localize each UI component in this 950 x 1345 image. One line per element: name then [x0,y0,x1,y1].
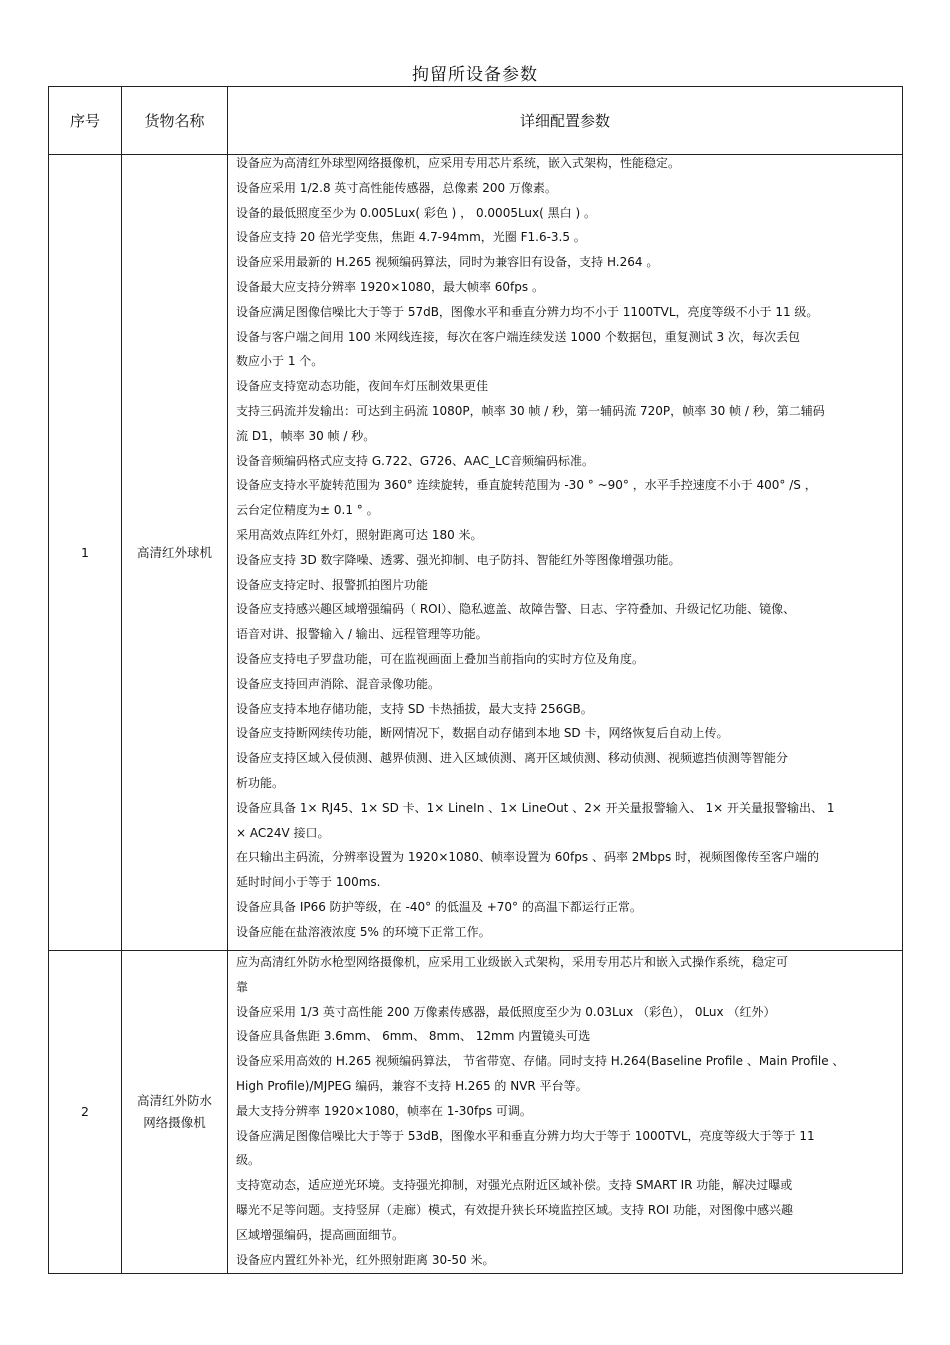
param-line: 析功能。 [236,775,285,790]
table-header-row [49,87,903,155]
param-line: 应为高清红外防水枪型网络摄像机，应采用工业级嵌入式架构，采用专用芯片和嵌入式操作系统，稳定可 [236,955,789,969]
param-line: 设备的最低照度至少为 0.005Lux( 彩色 ) ， 0.0005Lux( 黑白 ) 。 [236,205,596,220]
param-cell [228,951,903,1274]
param-line: 设备应支持定时、报警抓拍图片功能 [236,577,429,592]
document-title: 拘留所设备参数 [412,65,538,85]
param-line: 设备应支持 3D 数字降噪、透雾、强光抑制、电子防抖、智能红外等图像增强功能。 [236,552,681,567]
param-line: 设备应支持断网续传功能，断网情况下，数据自动存储到本地 SD 卡，网络恢复后自动上传。 [236,726,729,741]
param-line: 设备与客户端之间用 100 米网线连接，每次在客户端连续发送 1000 个数据包，重复测试 3 次，每次丢包 [236,329,800,344]
param-line: 靠 [236,979,249,994]
param-line: 设备应采用最新的 H.265 视频编码算法，同时为兼容旧有设备，支持 H.264 。 [236,255,659,270]
param-line: 设备应支持本地存储功能，支持 SD 卡热插拔，最大支持 256GB。 [236,701,593,716]
param-cell [228,155,903,951]
header-name: 货物名称 [122,87,228,155]
param-line: 设备应采用 1/3 英寸高性能 200 万像素传感器，最低照度至少为 0.03Lux （彩色）， 0Lux （红外） [236,1004,776,1019]
param-line: 延时时间小于等于 100ms. [236,875,381,890]
param-line: 设备应满足图像信噪比大于等于 53dB，图像水平和垂直分辨力均大于等于 1000TVL，亮度等级大于等于 11 [236,1128,815,1143]
row-number: 1 [49,155,122,951]
param-line: 数应小于 1 个。 [236,354,324,369]
param-line: High Profile)/MJPEG 编码，兼容不支持 H.265 的 NVR 平台等。 [236,1078,588,1093]
param-line: 采用高效点阵红外灯，照射距离可达 180 米。 [236,527,483,542]
param-line: 设备应支持宽动态功能，夜间车灯压制效果更佳 [236,379,489,394]
param-line: 设备应支持水平旋转范围为 360° 连续旋转，垂直旋转范围为 -30 ° ~90° ，水平手控速度不小于 400° /S ， [236,478,817,493]
param-line: 设备应满足图像信噪比大于等于 57dB，图像水平和垂直分辨力均不小于 1100TVL，亮度等级不小于 11 级。 [236,304,819,319]
param-line: 设备应支持区域入侵侦测、越界侦测、进入区域侦测、离开区域侦测、移动侦测、视频遮挡侦测等智能分 [236,751,789,766]
spec-table [48,86,903,1274]
param-line: 设备应支持感兴趣区域增强编码（ ROI）、隐私遮盖、故障告警、日志、字符叠加、升级记忆功能、镜像、 [236,602,796,617]
param-line: 在只输出主码流，分辨率设置为 1920×1080、帧率设置为 60fps 、码率 2Mbps 时，视频图像传至客户端的 [236,850,820,865]
param-line: × AC24V 接口。 [236,825,330,840]
param-line: 设备应能在盐溶液浓度 5% 的环境下正常工作。 [236,924,491,939]
item-name: 高清红外球机 [122,155,228,951]
table-row [49,951,903,1274]
header-seq: 序号 [49,87,122,155]
param-list [236,151,898,945]
param-line: 最大支持分辨率 1920×1080，帧率在 1-30fps 可调。 [236,1103,532,1118]
param-line: 设备应支持回声消除、混音录像功能。 [236,676,441,691]
param-line: 云台定位精度为± 0.1 ° 。 [236,503,379,518]
param-line: 区域增强编码，提高画面细节。 [236,1227,405,1242]
param-line: 设备应支持电子罗盘功能，可在监视画面上叠加当前指向的实时方位及角度。 [236,651,645,666]
item-name-line: 网络摄像机 [143,1115,206,1130]
item-name-line: 高清红外防水 [136,1093,212,1108]
param-line: 流 D1，帧率 30 帧 / 秒。 [236,428,376,443]
param-line: 设备应采用高效的 H.265 视频编码算法， 节省带宽、存储。同时支持 H.264(Baseline Profile 、Main Profile 、 [236,1054,845,1069]
param-line: 语音对讲、报警输入 / 输出、远程管理等功能。 [236,627,488,642]
row-number: 2 [49,951,122,1274]
param-line: 支持三码流并发输出：可达到主码流 1080P，帧率 30 帧 / 秒，第一辅码流 720P，帧率 30 帧 / 秒，第二辅码 [236,403,825,418]
param-line: 设备应内置红外补光，红外照射距离 30-50 米。 [236,1252,495,1267]
param-line: 级。 [236,1153,261,1168]
param-line: 设备最大应支持分辨率 1920×1080，最大帧率 60fps 。 [236,279,544,294]
param-line: 设备应支持 20 倍光学变焦，焦距 4.7-94mm，光圈 F1.6-3.5 。 [236,230,586,245]
param-line: 设备音频编码格式应支持 G.722、G726、AAC_LC音频编码标准。 [236,453,595,468]
item-name [122,951,228,1274]
param-line: 设备应具备 IP66 防护等级，在 -40° 的低温及 +70° 的高温下都运行正常。 [236,899,642,914]
param-line: 设备应具备 1× RJ45、1× SD 卡、1× LineIn 、1× LineOut 、2× 开关量报警输入、 1× 开关量报警输出、 1 [236,800,835,815]
param-line: 曝光不足等问题。支持竖屏（走廊）模式，有效提升狭长环境监控区域。支持 ROI 功能，对图像中感兴趣 [236,1202,793,1217]
param-line: 设备应采用 1/2.8 英寸高性能传感器，总像素 200 万像素。 [236,180,557,195]
param-line: 设备应具备焦距 3.6mm、 6mm、 8mm、 12mm 内置镜头可选 [236,1029,591,1044]
table-row [49,155,903,951]
header-params: 详细配置参数 [228,87,903,155]
param-line: 支持宽动态，适应逆光环境。支持强光抑制，对强光点附近区域补偿。支持 SMART IR 功能，解决过曝或 [236,1178,793,1193]
param-list [236,950,898,1272]
param-line: 设备应为高清红外球型网络摄像机，应采用专用芯片系统，嵌入式架构，性能稳定。 [236,156,681,170]
